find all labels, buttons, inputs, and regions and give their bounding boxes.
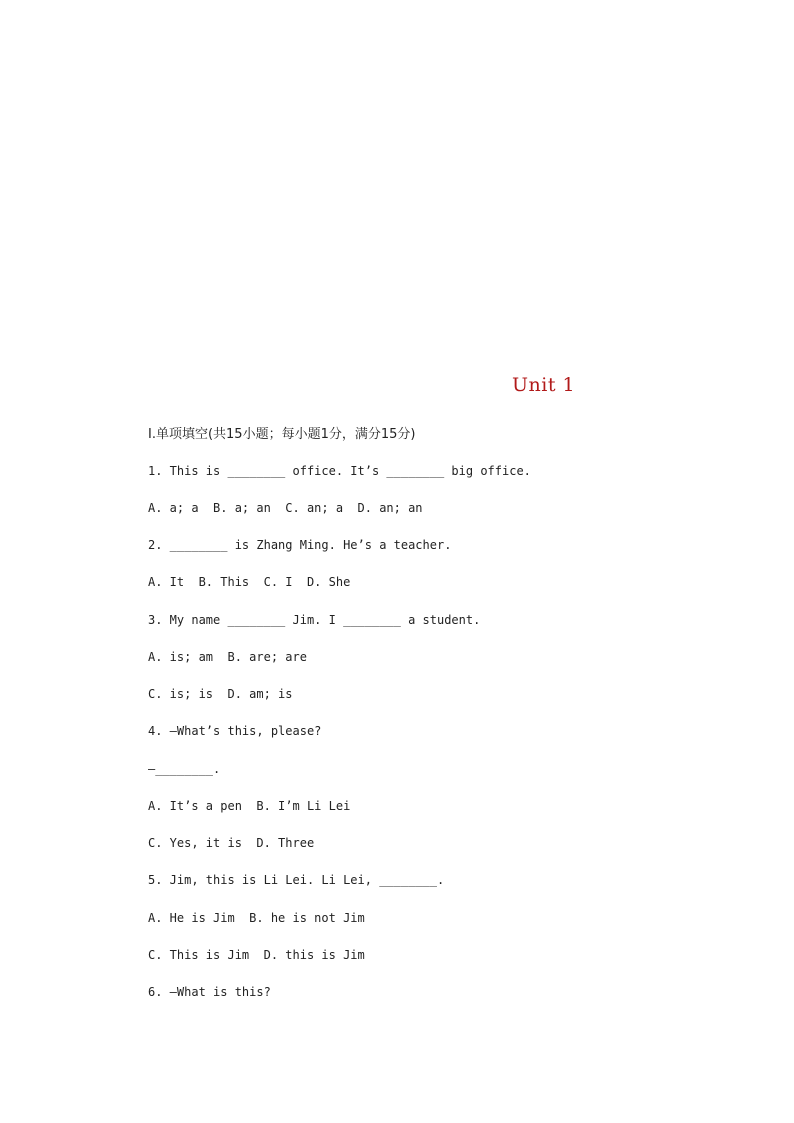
question-2-options: A. It B. This C. I D. She bbox=[148, 575, 351, 589]
question-2: 2. ________ is Zhang Ming. He’s a teacher. bbox=[148, 538, 452, 552]
question-1-options: A. a; a B. a; an C. an; a D. an; an bbox=[148, 501, 423, 515]
question-4-options-cd: C. Yes, it is D. Three bbox=[148, 836, 315, 850]
unit-title: Unit 1 bbox=[512, 374, 576, 396]
question-3-options-ab: A. is; am B. are; are bbox=[148, 650, 307, 664]
question-4: 4. —What’s this, please? bbox=[148, 724, 322, 738]
question-4-blank: —________. bbox=[148, 762, 221, 776]
question-3: 3. My name ________ Jim. I ________ a student. bbox=[148, 613, 481, 627]
question-4-options-ab: A. It’s a pen B. I’m Li Lei bbox=[148, 799, 351, 813]
question-5-options-ab: A. He is Jim B. he is not Jim bbox=[148, 911, 365, 925]
section-heading: Ⅰ.单项填空(共15小题；每小题1分，满分15分) bbox=[148, 427, 416, 442]
question-1: 1. This is ________ office. It’s ________ big office. bbox=[148, 464, 531, 478]
question-5: 5. Jim, this is Li Lei. Li Lei, ________. bbox=[148, 873, 445, 887]
question-3-options-cd: C. is; is D. am; is bbox=[148, 687, 293, 701]
question-5-options-cd: C. This is Jim D. this is Jim bbox=[148, 948, 365, 962]
question-6: 6. —What is this? bbox=[148, 985, 271, 999]
